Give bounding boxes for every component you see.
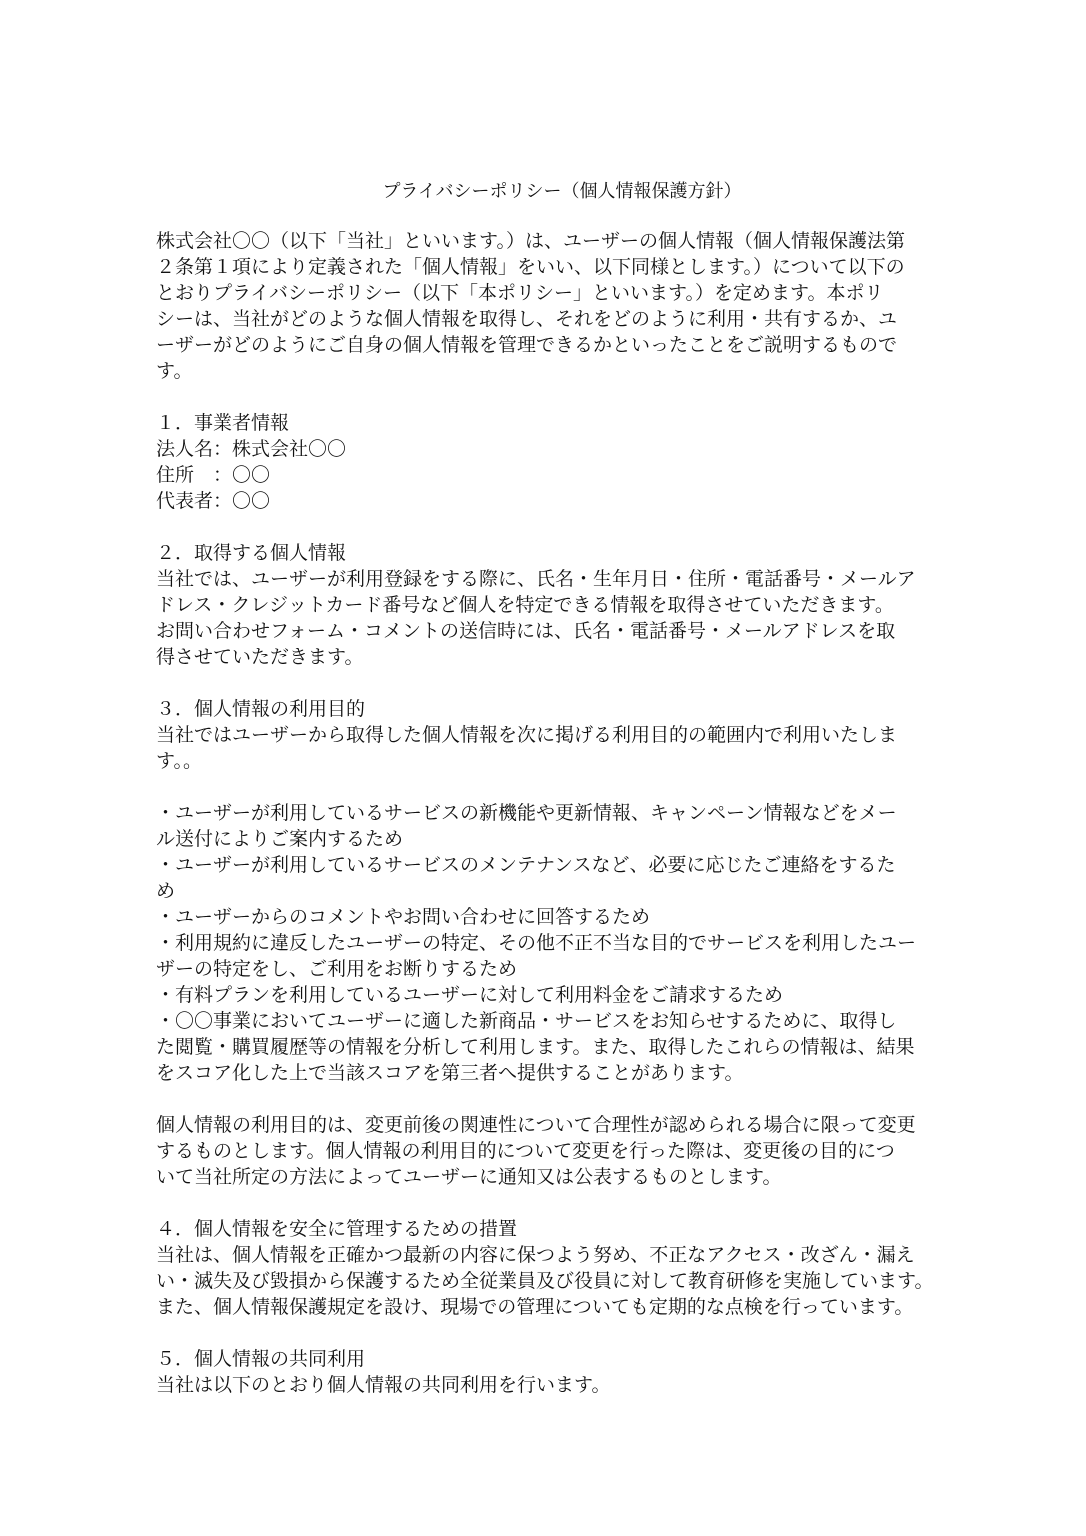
company-name-line: 法人名：株式会社〇〇: [156, 438, 347, 460]
intro-paragraph: 株式会社〇〇（以下「当社」といいます。）は、ユーザーの個人情報（個人情報保護法第 ２条第１項により定義された「個人情報」をいい、以下同様とします。）について以下の とおりプライバシーポリシー（以下「本ポリシー」といいます。）を定めます。本ポリ シーは、当社がどのような個人情報を取得し、それをどのように利用・共有するか、ユ ーザーがどのようにご自身の個人情報を管理できるかといったことをご説明するもので す。: [156, 230, 905, 382]
section-4-body: 当社は、個人情報を正確かつ最新の内容に保つよう努め、不正なアクセス・改ざん・漏え い・滅失及び毀損から保護するため全従業員及び役員に対して教育研修を実施しています。 また、個人情報保護規定を設け、現場での管理についても定期的な点検を行っています。: [156, 1244, 934, 1318]
spacer: [156, 774, 956, 800]
spacer: [156, 1190, 956, 1216]
document-title: プライバシーポリシー（個人情報保護方針）: [382, 181, 742, 202]
spacer: [156, 384, 956, 410]
section-5-heading: ５．個人情報の共同利用: [156, 1348, 366, 1370]
section-1-heading: １．事業者情報: [156, 412, 290, 434]
spacer: [156, 1320, 956, 1346]
document-page: [156, 178, 956, 1398]
spacer: [156, 1086, 956, 1112]
purpose-change-paragraph: 個人情報の利用目的は、変更前後の関連性について合理性が認められる場合に限って変更 するものとします。個人情報の利用目的について変更を行った際は、変更後の目的につ いて当社所定の方法によってユーザーに通知又は公表するものとします。: [156, 1114, 916, 1188]
section-4-heading: ４．個人情報を安全に管理するための措置: [156, 1218, 518, 1240]
section-3-heading: ３．個人情報の利用目的: [156, 698, 366, 720]
section-2-body: 当社では、ユーザーが利用登録をする際に、氏名・生年月日・住所・電話番号・メールア ドレス・クレジットカード番号など個人を特定できる情報を取得させていただきます。 お問い合わせフォーム・コメントの送信時には、氏名・電話番号・メールアドレスを取 得させていただきます。: [156, 568, 916, 668]
representative-line: 代表者：〇〇: [156, 490, 271, 512]
purpose-list: ・ユーザーが利用しているサービスの新機能や更新情報、キャンペーン情報などをメー ル送付によりご案内するため ・ユーザーが利用しているサービスのメンテナンスなど、必要に応じたご連絡をするた め ・ユーザーからのコメントやお問い合わせに回答するため ・利用規約に違反したユーザーの特定、その他不正不当な目的でサービスを利用したユー ザーの特定をし、ご利用をお断りするため ・有料プランを利用しているユーザーに対して利用料金をご請求するため ・〇〇事業においてユーザーに適した新商品・サービスをお知らせするために、取得し た閲覧・購買履歴等の情報を分析して利用します。また、取得したこれらの情報は、結果 をスコア化した上で当該スコアを第三者へ提供することがあります。: [156, 802, 917, 1084]
section-2-heading: ２．取得する個人情報: [156, 542, 347, 564]
section-3-body: 当社ではユーザーから取得した個人情報を次に掲げる利用目的の範囲内で利用いたしま す。。: [156, 724, 898, 772]
spacer: [156, 670, 956, 696]
section-5-body: 当社は以下のとおり個人情報の共同利用を行います。: [156, 1374, 611, 1396]
address-line: 住所 ：〇〇: [156, 464, 271, 486]
spacer: [156, 514, 956, 540]
